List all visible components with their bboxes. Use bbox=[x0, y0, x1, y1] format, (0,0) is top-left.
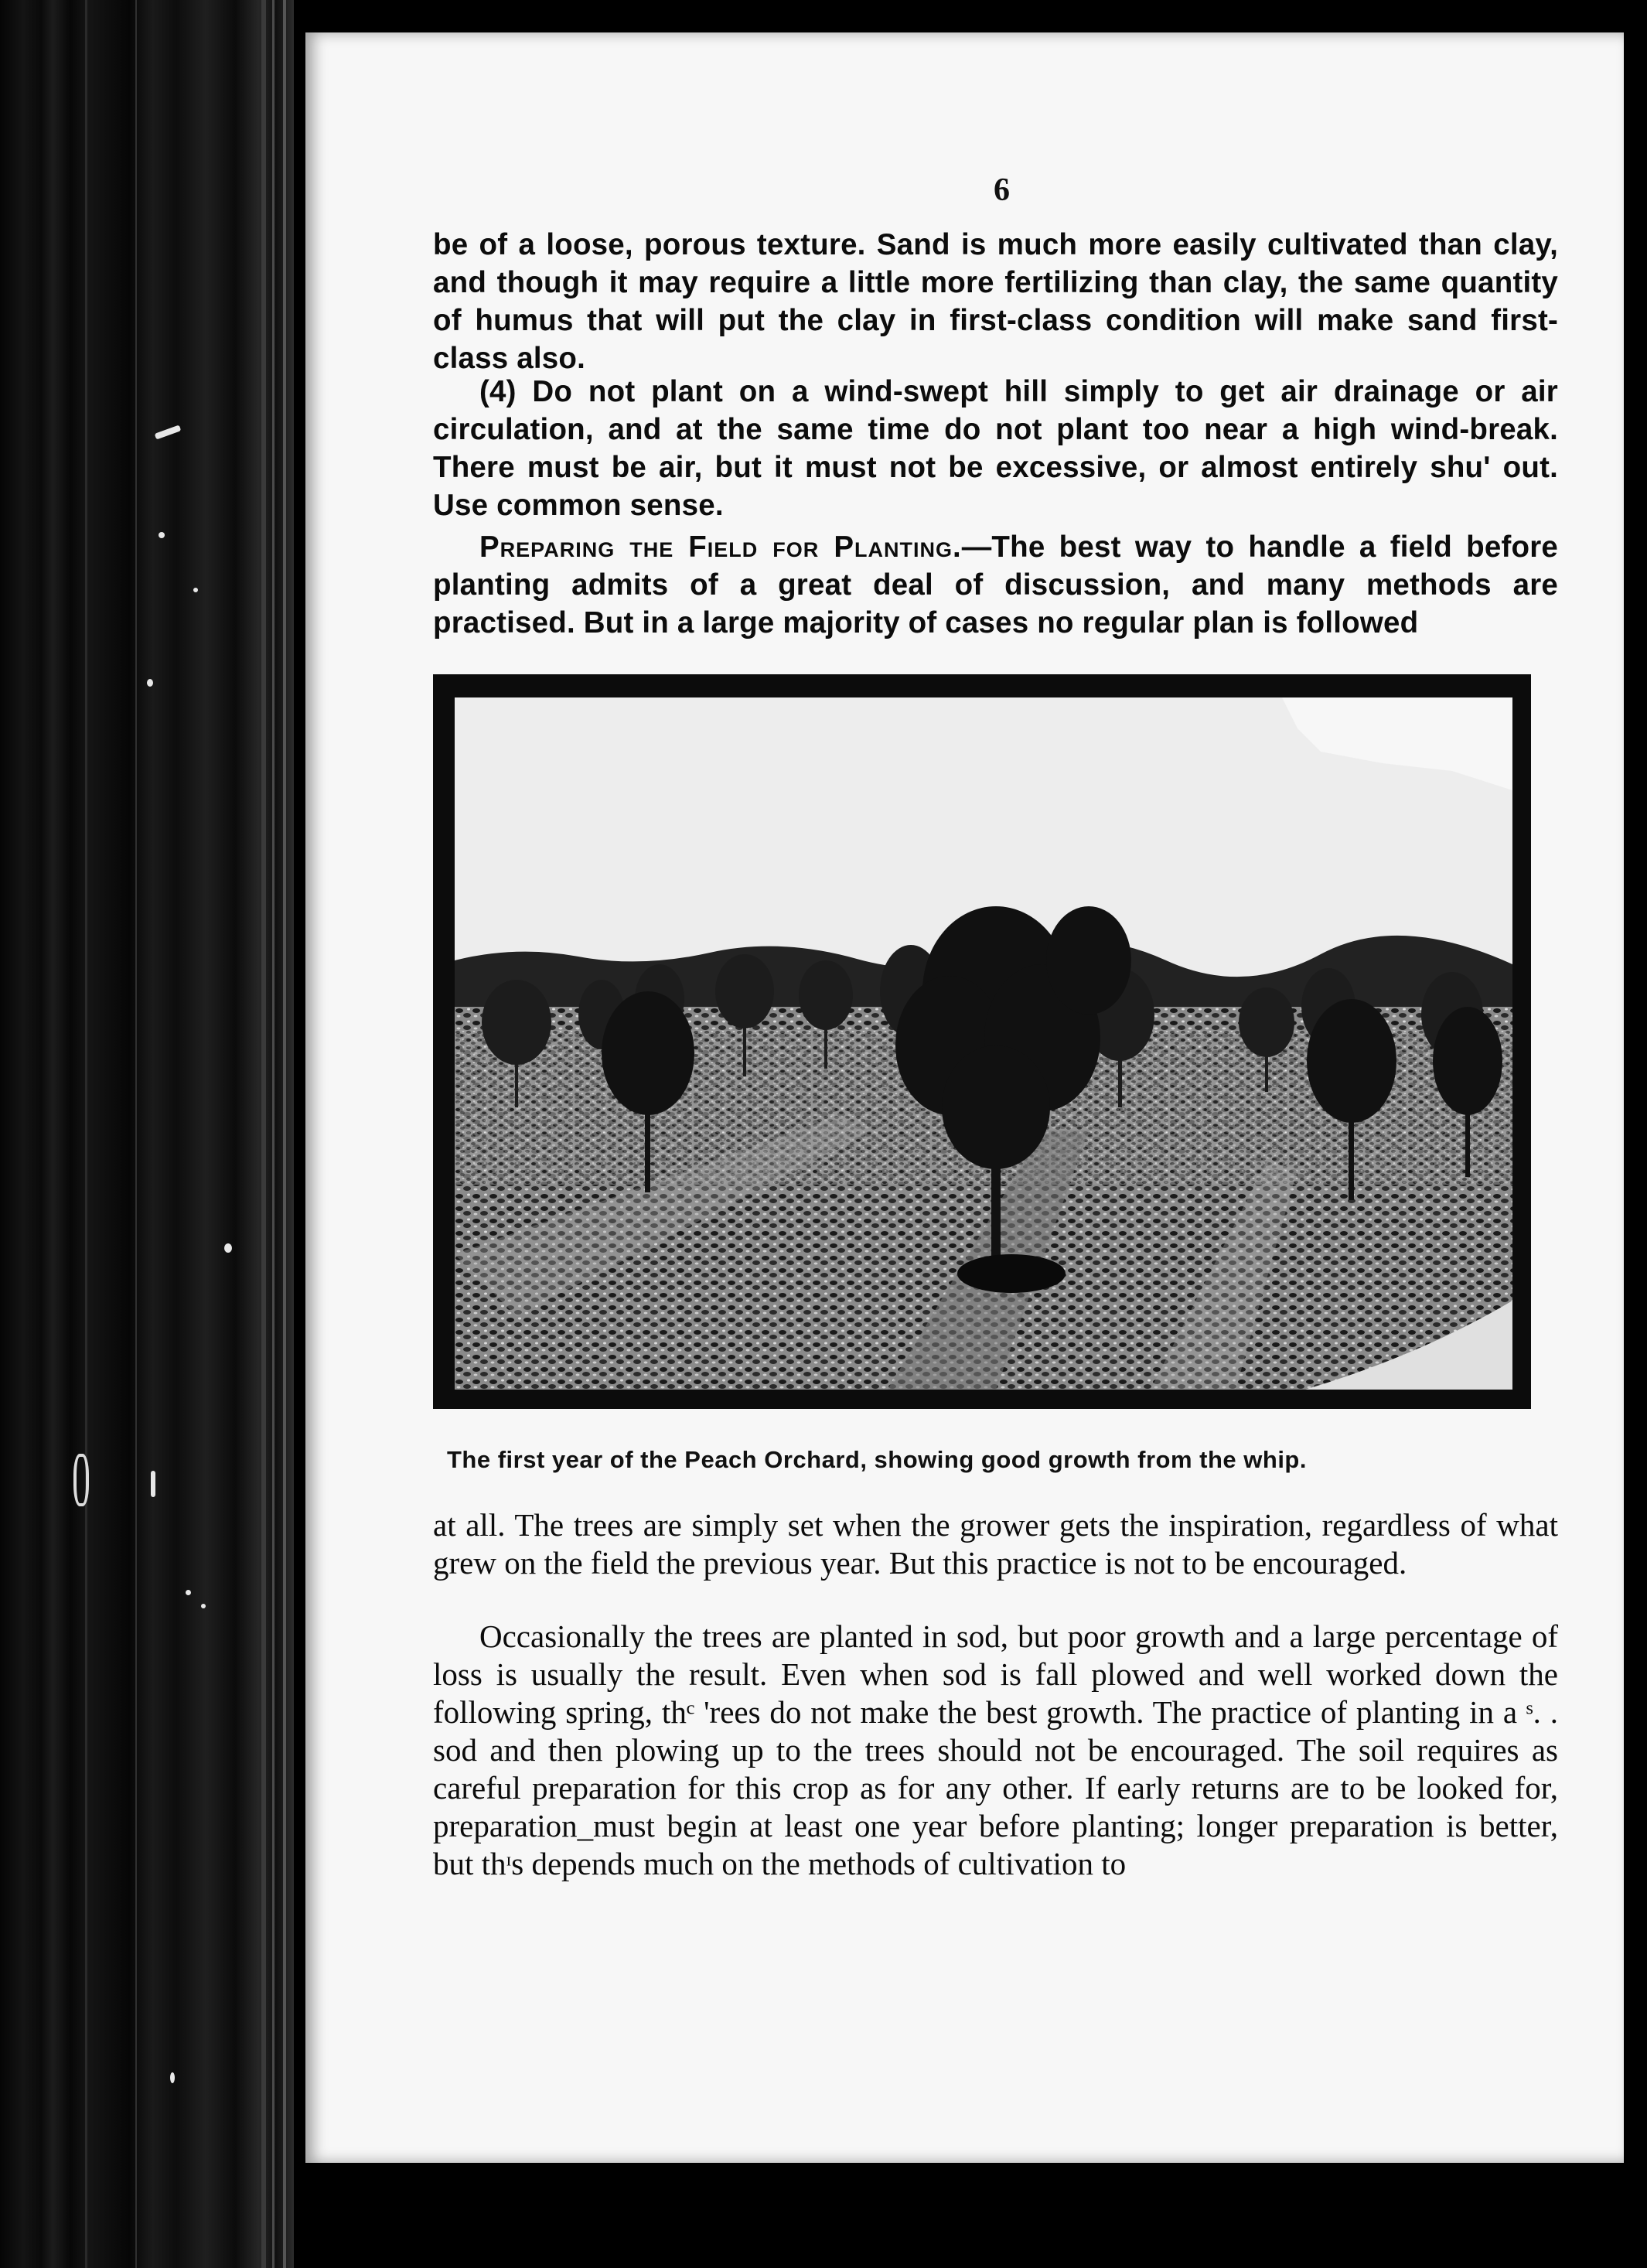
paragraph-text: (4) Do not plant on a wind-swept hill simply to get air drainage or air circulation, and at the same time do not plant too near a high wind-break. There must be air, but it must not be excessive, or almost entirely shu' out. Use common sense. bbox=[433, 375, 1558, 522]
scan-speck bbox=[159, 532, 165, 538]
paragraph-preparing-field bbox=[433, 528, 1558, 642]
scan-speck bbox=[73, 1454, 89, 1506]
scan-speck bbox=[193, 588, 198, 592]
paragraph-soil-texture bbox=[433, 226, 1558, 377]
paragraph-text: at all. The trees are simply set when the grower gets the inspiration, regardless of what grew on the field the previous year. But this practice is not to be encouraged. bbox=[433, 1507, 1558, 1581]
scan-speck bbox=[186, 1590, 191, 1595]
paragraph-text: be of a loose, porous texture. Sand is much more easily cultivated than clay, and though it may require a little more fertilizing than clay, the same quantity of humus that will put the clay in first-class condition will make sand first-class also. bbox=[433, 228, 1558, 375]
spine-line bbox=[261, 0, 266, 2268]
spine-line bbox=[85, 0, 87, 2268]
spine-line bbox=[135, 0, 137, 2268]
scan-speck bbox=[147, 679, 153, 687]
paragraph-text bbox=[433, 528, 1558, 642]
spine-line bbox=[272, 0, 274, 2268]
book-edge bbox=[0, 0, 294, 2268]
scan-speck bbox=[170, 2072, 175, 2083]
orchard-photo-image bbox=[455, 697, 1512, 1390]
page-number: 6 bbox=[994, 172, 1010, 208]
orchard-photo-frame bbox=[433, 674, 1531, 1409]
paragraph-wind bbox=[433, 373, 1558, 524]
figure-caption: The first year of the Peach Orchard, showing good growth from the whip. bbox=[447, 1446, 1307, 1473]
paragraph-at-all bbox=[433, 1506, 1558, 1582]
spine-line bbox=[283, 0, 286, 2268]
section-heading: Preparing the Field for Planting. bbox=[479, 530, 962, 564]
paragraph-sod-planting bbox=[433, 1618, 1558, 1883]
paragraph-text: Occasionally the trees are planted in sod, but poor growth and a large percentage of loss is usually the result. Even when sod is fall plowed and well worked down the following spring, thᶜ 'rees do not make the best growth. The practice of planting in a ˢ. . sod and then plowing up to the trees should not be encouraged. The soil requires as careful preparation for this crop as for any other. If early returns are to be looked for, preparation_must begin at least one year before planting; longer preparation is better, but thᶦs depends much on the methods of cultivation to bbox=[433, 1618, 1558, 1881]
scan-speck bbox=[201, 1604, 206, 1608]
scan-speck bbox=[224, 1243, 232, 1253]
orchard-photo bbox=[455, 697, 1512, 1390]
scan-speck bbox=[151, 1471, 155, 1497]
paragraph-body: —The best way to handle a field before planting admits of a great deal of discussion, and many methods are practised. But in a large majority of cases no regular plan is followed bbox=[433, 530, 1558, 639]
